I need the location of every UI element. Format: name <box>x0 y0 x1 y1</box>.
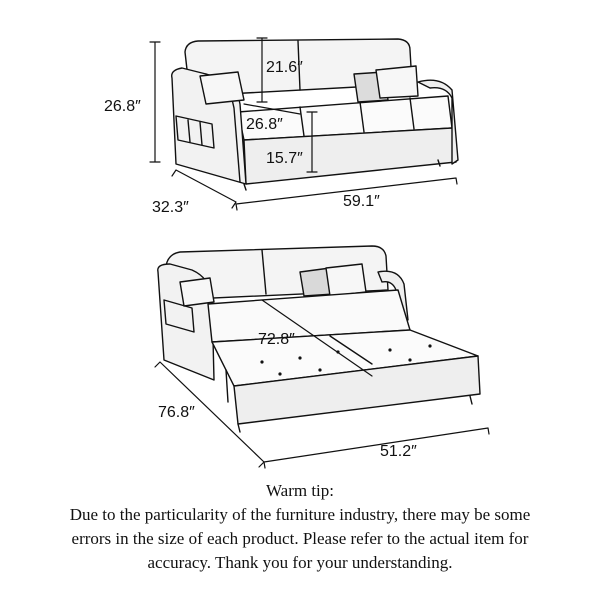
note-line-1: Due to the particularity of the furniture industry, there may be some <box>69 505 531 524</box>
note-line-2: errors in the size of each product. Please refer to the actual item for <box>71 529 529 548</box>
bed-width-label: 51.2″ <box>380 443 417 460</box>
note-line-3: accuracy. Thank you for your understanding. <box>147 553 453 572</box>
bed-overall-length-label: 76.8″ <box>158 404 195 421</box>
overall-width-label: 59.1″ <box>343 193 380 210</box>
sofa-overall-height-label: 26.8″ <box>104 98 141 115</box>
seat-height-label: 15.7″ <box>266 150 303 167</box>
bed-surface-length-label: 72.8″ <box>258 331 295 348</box>
note-title: Warm tip: <box>265 481 335 500</box>
overall-depth-label: 32.3″ <box>152 199 189 216</box>
sofa-drawing <box>172 39 458 190</box>
back-cushion-height-label: 21.6″ <box>266 59 303 76</box>
seat-depth-label: 26.8″ <box>246 116 283 133</box>
